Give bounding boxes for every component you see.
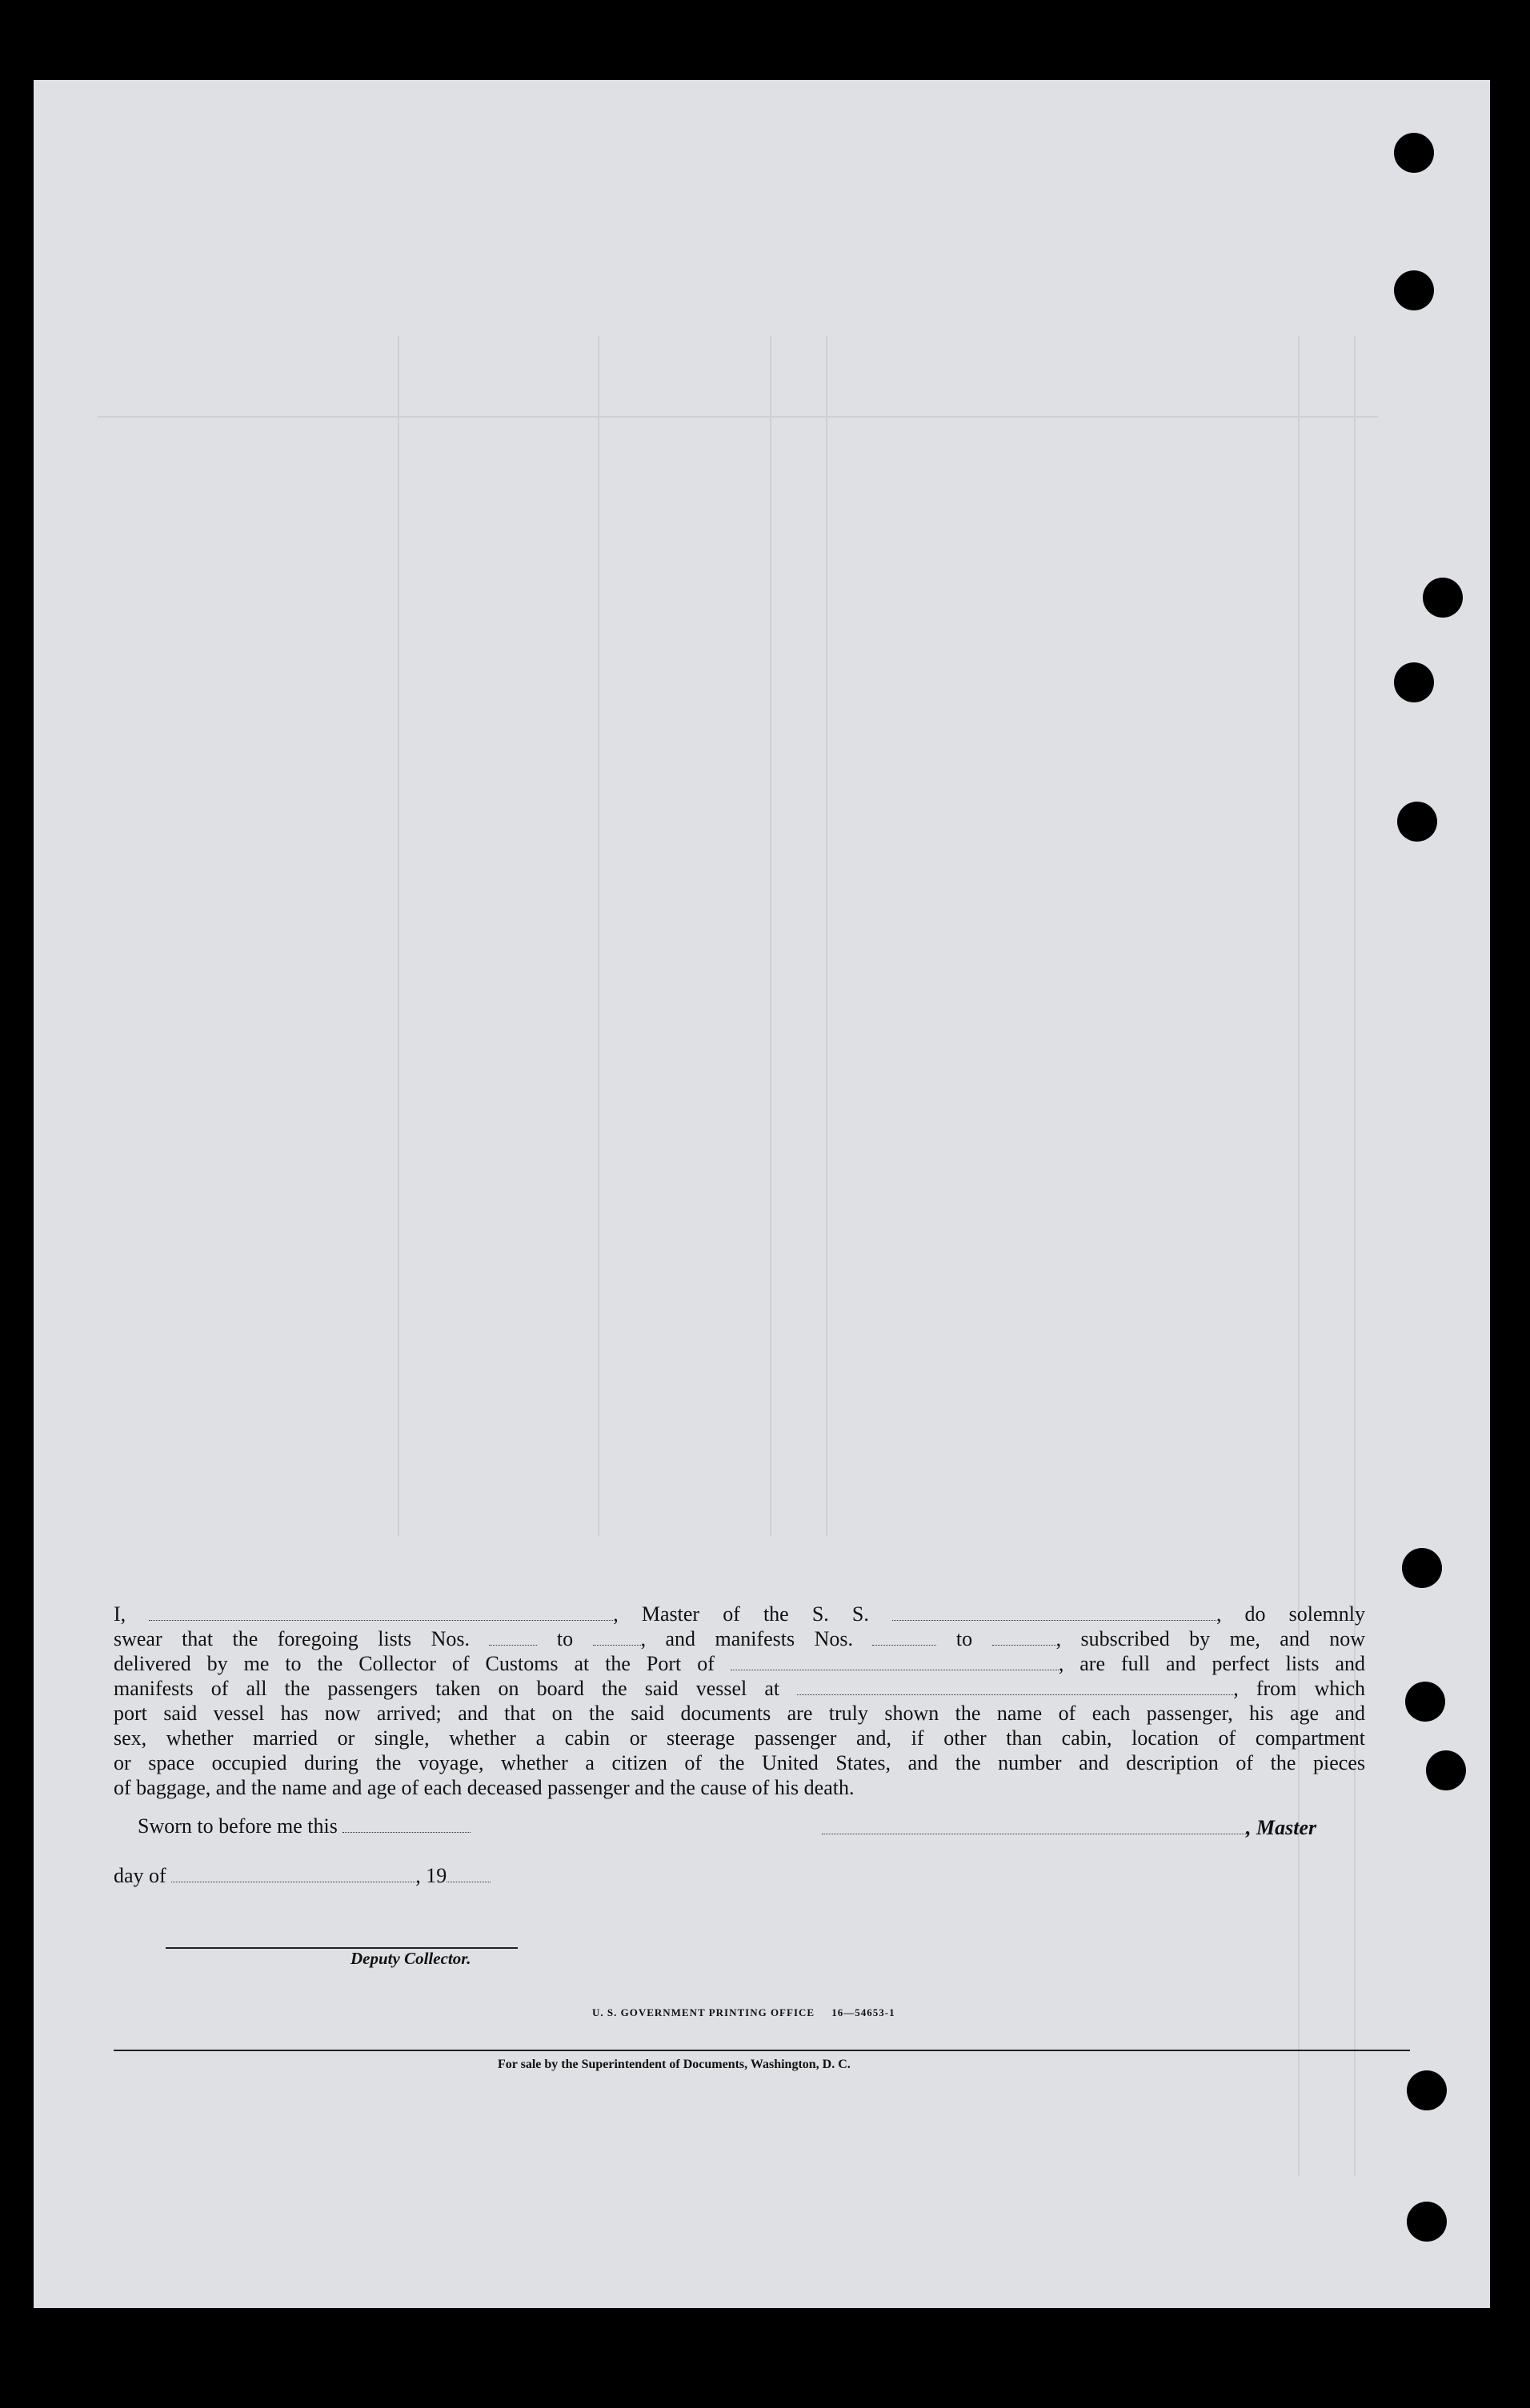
oath-line-7: or space occupied during the voyage, whether a citizen of the United States, and the number and description of the pieces [114, 1751, 1365, 1774]
punch-hole [1394, 133, 1434, 173]
oath-line-3 [114, 1651, 1365, 1676]
oath-text: , subscribed by me, and now [1055, 1627, 1366, 1650]
year-label: , 19 [415, 1864, 447, 1887]
sworn-row [138, 1814, 471, 1838]
master-name-blank [149, 1604, 613, 1621]
list-to-blank [593, 1629, 641, 1646]
oath-line-2 [114, 1626, 1365, 1651]
sale-note: For sale by the Superintendent of Documents, Washington, D. C. [498, 2058, 851, 2071]
day-row [114, 1864, 491, 1888]
oath-line-8: of baggage, and the name and age of each deceased passenger and the cause of his death. [114, 1776, 855, 1799]
punch-hole [1407, 2202, 1447, 2242]
oath-text: manifests of all the passengers taken on board the said vessel at [114, 1677, 780, 1700]
oath-line-6: sex, whether married or single, whether a cabin or steerage passenger and, if other than cabin, location of compartment [114, 1726, 1365, 1750]
bleed-through-line [598, 336, 599, 1536]
day-label: day of [114, 1864, 166, 1887]
bleed-through-line [1354, 336, 1356, 2176]
oath-text: to [556, 1627, 574, 1650]
master-label: , Master [1246, 1816, 1317, 1839]
oath-text: , and manifests Nos. [640, 1627, 853, 1650]
oath-line-1 [114, 1602, 1365, 1626]
oath-text: to [955, 1627, 973, 1650]
oath-text: , do solemnly [1216, 1602, 1365, 1626]
punch-hole [1405, 1682, 1445, 1722]
manifest-to-blank [992, 1629, 1056, 1646]
day-month-blank [171, 1866, 415, 1882]
oath-text: , are full and perfect lists and [1058, 1652, 1365, 1675]
list-from-blank [489, 1629, 537, 1646]
punch-hole [1402, 1548, 1442, 1588]
oath-line-5: port said vessel has now arrived; and that on the said documents are truly shown the name of each passenger, his age and [114, 1702, 1365, 1725]
bleed-through-line [826, 336, 827, 1536]
punch-hole [1423, 578, 1463, 618]
sworn-date-blank [342, 1816, 471, 1833]
oath-text: I, [114, 1602, 126, 1626]
oath-text: swear that the foregoing lists Nos. [114, 1627, 470, 1650]
oath-text: , Master of the S. S. [613, 1602, 869, 1626]
printing-office-imprint: U. S. GOVERNMENT PRINTING OFFICE 16—54653-1 [592, 2006, 895, 2018]
bleed-through-line [398, 336, 399, 1536]
ship-name-blank [892, 1604, 1216, 1621]
bleed-through-line [98, 416, 1378, 418]
document-sheet [34, 80, 1490, 2308]
footer-rule [114, 2050, 1410, 2051]
port-blank [731, 1654, 1059, 1670]
oath-paragraph [114, 1602, 1365, 1800]
bleed-through-line [770, 336, 771, 1536]
punch-hole [1426, 1750, 1466, 1790]
bleed-through-line [1298, 336, 1300, 2176]
master-signature-row [822, 1816, 1316, 1840]
punch-hole [1407, 2070, 1447, 2110]
oath-text: delivered by me to the Collector of Customs at the Port of [114, 1652, 715, 1675]
master-signature-blank [822, 1818, 1246, 1834]
punch-hole [1394, 270, 1434, 310]
sworn-label: Sworn to before me this [138, 1814, 338, 1838]
bleed-through-heading [274, 160, 281, 185]
oath-text: , from which [1233, 1677, 1365, 1700]
deputy-collector-label: Deputy Collector. [350, 1949, 471, 1968]
oath-line-4 [114, 1676, 1365, 1701]
manifest-from-blank [872, 1629, 936, 1646]
origin-port-blank [797, 1678, 1233, 1695]
punch-hole [1397, 802, 1437, 842]
year-blank [447, 1866, 491, 1882]
punch-hole [1394, 662, 1434, 702]
